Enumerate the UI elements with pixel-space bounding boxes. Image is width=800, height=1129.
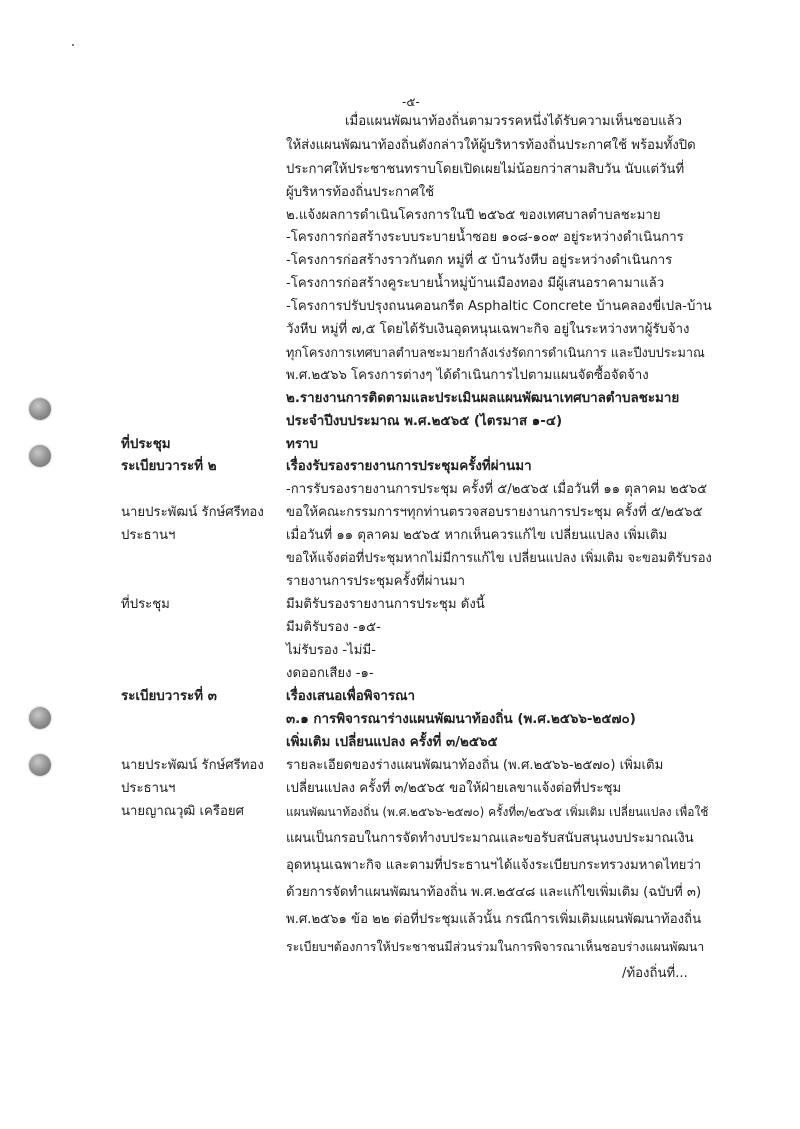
paragraph-line: ผู้บริหารท้องถิ่นประกาศใช้ bbox=[286, 185, 435, 200]
paragraph-line: แผนเป็นกรอบในการจัดทำงบประมาณและขอรับสนับสนุนงบประมาณเงิน bbox=[286, 831, 694, 846]
continuation-note: /ท้องถิ่นที่... bbox=[622, 966, 688, 981]
meeting-label: ที่ประชุม bbox=[121, 437, 171, 452]
vote-line: มีมติรับรอง -๑๕- bbox=[286, 620, 381, 635]
report-heading: ประจำปีงบประมาณ พ.ศ.๒๕๖๕ (ไตรมาส ๑-๔) bbox=[286, 414, 563, 429]
speaker-role: ประธานฯ bbox=[121, 781, 176, 796]
paragraph-line: รายละเอียดของร่างแผนพัฒนาท้องถิ่น (พ.ศ.๒๕๖๖-๒๕๗๐) เพิ่มเติม bbox=[286, 758, 664, 773]
vote-line: มีมติรับรองรายงานการประชุม ดังนี้ bbox=[286, 597, 485, 612]
paragraph-line: ประกาศให้ประชาชนทราบโดยเปิดเผยไม่น้อยกว่าสามสิบวัน นับแต่วันที่ bbox=[286, 162, 685, 177]
project-item: -โครงการก่อสร้างราวกันตก หมู่ที่ ๕ บ้านวังหีบ อยู่ระหว่างดำเนินการ bbox=[286, 253, 673, 268]
binder-hole-3 bbox=[29, 707, 51, 729]
paragraph-line: -การรับรองรายงานการประชุม ครั้งที่ ๕/๒๕๖๕ เมื่อวันที่ ๑๑ ตุลาคม ๒๕๖๕ bbox=[286, 482, 708, 497]
project-item: -โครงการปรับปรุงถนนคอนกรีต Asphaltic Concrete บ้านคลองขี่เปล-บ้าน bbox=[286, 299, 712, 314]
paragraph-line: อุดหนุนเฉพาะกิจ และตามที่ประธานฯได้แจ้งระเบียบกระทรวงมหาดไทยว่า bbox=[286, 858, 702, 873]
paragraph-line: เมื่อวันที่ ๑๑ ตุลาคม ๒๕๖๕ หากเห็นควรแก้ไข เปลี่ยนแปลง เพิ่มเติม bbox=[286, 528, 668, 543]
meeting-label: ที่ประชุม bbox=[121, 597, 170, 612]
paragraph-line: ขอให้แจ้งต่อที่ประชุมหากไม่มีการแก้ไข เปลี่ยนแปลง เพิ่มเติม จะขอมติรับรอง bbox=[286, 551, 712, 566]
paragraph-line: ให้ส่งแผนพัฒนาท้องถิ่นดังกล่าวให้ผู้บริหารท้องถิ่นประกาศใช้ พร้อมทั้งปิด bbox=[286, 138, 696, 153]
vote-line: ไม่รับรอง -ไม่มี- bbox=[286, 643, 376, 658]
report-heading: ๒.รายงานการติดตามและประเมินผลแผนพัฒนาเทศบาลตำบลชะมาย bbox=[286, 391, 680, 406]
agenda-title: เรื่องรับรองรายงานการประชุมครั้งที่ผ่านมา bbox=[286, 459, 532, 474]
page-number: -๕- bbox=[402, 95, 420, 109]
project-item: -โครงการก่อสร้างคูระบายน้ำหมู่บ้านเมืองทอง มีผู้เสนอราคามาแล้ว bbox=[286, 276, 665, 291]
binder-hole-4 bbox=[29, 754, 51, 776]
paragraph-line: ทุกโครงการเทศบาลตำบลชะมายกำลังเร่งรัดการดำเนินการ และปีงบประมาณ bbox=[286, 345, 705, 360]
paragraph-line: เปลี่ยนแปลง ครั้งที่ ๓/๒๕๖๕ ขอให้ฝ่ายเลขาแจ้งต่อที่ประชุม bbox=[286, 781, 622, 796]
paragraph-line: พ.ศ.๒๕๖๑ ข้อ ๒๒ ต่อที่ประชุมแล้วนั้น กรณีการเพิ่มเติมแผนพัฒนาท้องถิ่น bbox=[286, 912, 702, 927]
speaker-role: ประธานฯ bbox=[121, 528, 176, 543]
agenda-subtitle: เพิ่มเติม เปลี่ยนแปลง ครั้งที่ ๓/๒๕๖๕ bbox=[286, 735, 498, 750]
speaker-name: นายประพัฒน์ รักษ์ศรีทอง bbox=[121, 505, 264, 520]
paragraph-line: พ.ศ.๒๕๖๖ โครงการต่างๆ ได้ดำเนินการไปตามแผนจัดซื้อจัดจ้าง bbox=[286, 368, 649, 383]
binder-hole-2 bbox=[29, 445, 51, 467]
paragraph-line: เมื่อแผนพัฒนาท้องถิ่นตามวรรคหนึ่งได้รับความเห็นชอบแล้ว bbox=[345, 114, 683, 129]
paragraph-line: ระเบียบฯต้องการให้ประชาชนมีส่วนร่วมในการพิจารณาเห็นชอบร่างแผนพัฒนา bbox=[286, 939, 705, 954]
paragraph-line: ขอให้คณะกรรมการฯทุกท่านตรวจสอบรายงานการประชุม ครั้งที่ ๕/๒๕๖๕ bbox=[286, 505, 703, 520]
agenda-title: เรื่องเสนอเพื่อพิจารณา bbox=[286, 689, 416, 704]
paragraph-line: แผนพัฒนาท้องถิ่น (พ.ศ.๒๕๖๖-๒๕๗๐) ครั้งที่๓/๒๕๖๕ เพิ่มเติม เปลี่ยนแปลง เพื่อใช้ bbox=[286, 805, 709, 819]
speaker-name: นายประพัฒน์ รักษ์ศรีทอง bbox=[121, 758, 264, 773]
meeting-resolution: ทราบ bbox=[286, 437, 319, 452]
paragraph-line: ด้วยการจัดทำแผนพัฒนาท้องถิ่น พ.ศ.๒๕๔๘ และแก้ไขเพิ่มเติม (ฉบับที่ ๓) bbox=[286, 885, 702, 900]
agenda-label: ระเบียบวาระที่ ๒ bbox=[121, 459, 217, 474]
speaker-name: นายญาณวุฒิ เครือยศ bbox=[121, 804, 244, 819]
vote-line: งดออกเสียง -๑- bbox=[286, 666, 374, 681]
paragraph-line: วังหีบ หมู่ที่ ๗,๕ โดยได้รับเงินอุดหนุนเฉพาะกิจ อยู่ในระหว่างหาผู้รับจ้าง bbox=[286, 322, 690, 337]
binder-hole-1 bbox=[29, 398, 51, 420]
scan-speck bbox=[72, 44, 74, 46]
paragraph-line: ๒.แจ้งผลการดำเนินโครงการในปี ๒๕๖๕ ของเทศบาลตำบลชะมาย bbox=[286, 208, 661, 223]
paragraph-line: รายงานการประชุมครั้งที่ผ่านมา bbox=[286, 574, 466, 589]
agenda-label: ระเบียบวาระที่ ๓ bbox=[121, 689, 217, 704]
agenda-subtitle: ๓.๑ การพิจารณาร่างแผนพัฒนาท้องถิ่น (พ.ศ.๒๕๖๖-๒๕๗๐) bbox=[286, 712, 636, 727]
project-item: -โครงการก่อสร้างระบบระบายน้ำซอย ๑๐๘-๑๐๙ อยู่ระหว่างดำเนินการ bbox=[286, 230, 684, 245]
